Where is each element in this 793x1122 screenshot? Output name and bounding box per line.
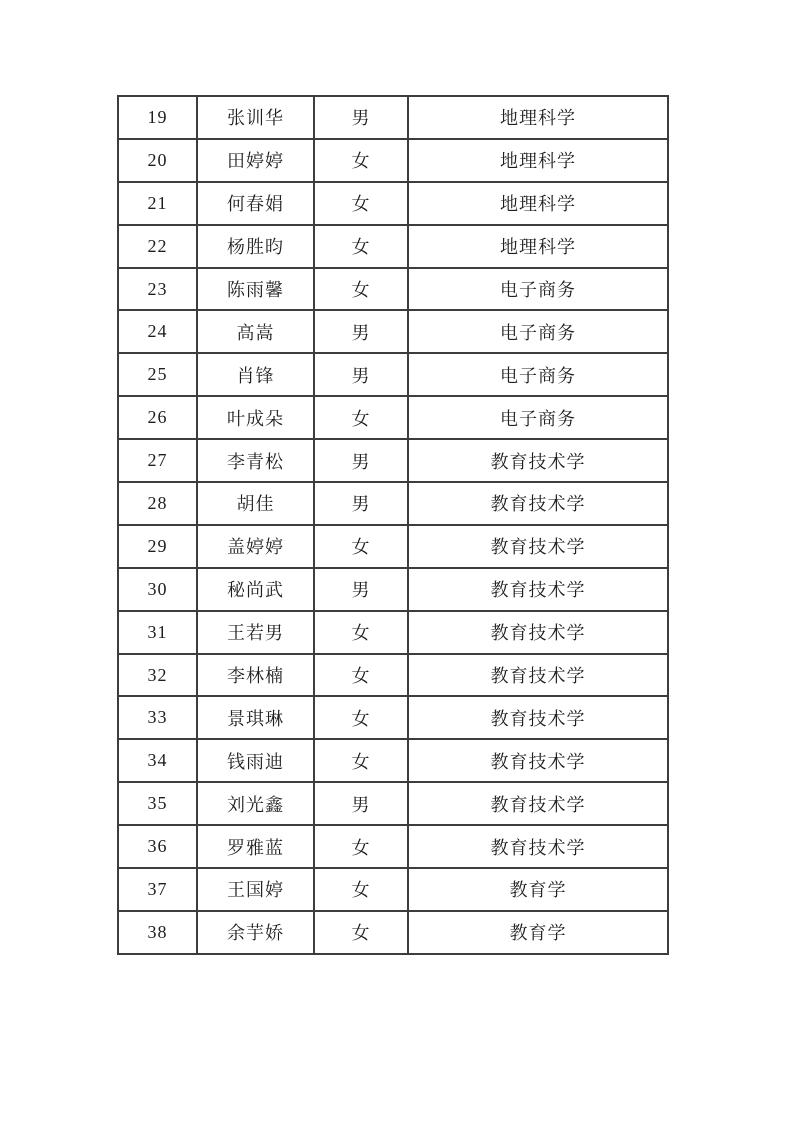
student-name-cell: 叶成朵 [197,396,314,439]
table-row [118,310,668,353]
student-name-cell: 钱雨迪 [197,739,314,782]
student-name-cell: 景琪琳 [197,696,314,739]
student-name-cell: 李青松 [197,439,314,482]
table-row [118,654,668,697]
gender-cell: 女 [314,396,408,439]
student-name-cell: 刘光鑫 [197,782,314,825]
row-number-cell: 33 [118,696,197,739]
major-cell: 教育技术学 [408,439,668,482]
major-cell: 地理科学 [408,182,668,225]
major-cell: 教育技术学 [408,739,668,782]
student-name-cell: 何春娟 [197,182,314,225]
major-cell: 教育技术学 [408,525,668,568]
table-row [118,439,668,482]
gender-cell: 男 [314,568,408,611]
gender-cell: 女 [314,911,408,954]
gender-cell: 男 [314,353,408,396]
student-name-cell: 盖婷婷 [197,525,314,568]
gender-cell: 女 [314,654,408,697]
table-row [118,268,668,311]
major-cell: 电子商务 [408,353,668,396]
student-name-cell: 肖锋 [197,353,314,396]
student-name-cell: 李林楠 [197,654,314,697]
table-row [118,782,668,825]
gender-cell: 男 [314,310,408,353]
row-number-cell: 30 [118,568,197,611]
table-row [118,96,668,139]
student-roster-table [117,95,669,955]
row-number-cell: 22 [118,225,197,268]
table-row [118,225,668,268]
major-cell: 地理科学 [408,139,668,182]
student-name-cell: 杨胜昀 [197,225,314,268]
gender-cell: 女 [314,268,408,311]
table-row [118,611,668,654]
student-name-cell: 罗雅蓝 [197,825,314,868]
student-name-cell: 王国婷 [197,868,314,911]
gender-cell: 女 [314,525,408,568]
gender-cell: 女 [314,739,408,782]
table-row [118,911,668,954]
gender-cell: 女 [314,868,408,911]
gender-cell: 女 [314,225,408,268]
row-number-cell: 20 [118,139,197,182]
row-number-cell: 37 [118,868,197,911]
row-number-cell: 28 [118,482,197,525]
gender-cell: 女 [314,139,408,182]
gender-cell: 男 [314,782,408,825]
major-cell: 电子商务 [408,310,668,353]
gender-cell: 女 [314,611,408,654]
row-number-cell: 21 [118,182,197,225]
student-name-cell: 余芋娇 [197,911,314,954]
row-number-cell: 19 [118,96,197,139]
gender-cell: 女 [314,825,408,868]
major-cell: 教育学 [408,868,668,911]
table-row [118,525,668,568]
gender-cell: 女 [314,182,408,225]
table-row [118,739,668,782]
table-row [118,825,668,868]
student-name-cell: 高嵩 [197,310,314,353]
major-cell: 教育技术学 [408,482,668,525]
major-cell: 教育技术学 [408,611,668,654]
table-row [118,139,668,182]
gender-cell: 男 [314,96,408,139]
row-number-cell: 36 [118,825,197,868]
table-row [118,868,668,911]
major-cell: 教育技术学 [408,782,668,825]
table-row [118,182,668,225]
table-row [118,353,668,396]
row-number-cell: 26 [118,396,197,439]
gender-cell: 男 [314,482,408,525]
major-cell: 地理科学 [408,96,668,139]
table-body [118,96,668,954]
student-name-cell: 胡佳 [197,482,314,525]
student-name-cell: 陈雨馨 [197,268,314,311]
major-cell: 电子商务 [408,268,668,311]
row-number-cell: 31 [118,611,197,654]
major-cell: 教育学 [408,911,668,954]
row-number-cell: 24 [118,310,197,353]
major-cell: 教育技术学 [408,825,668,868]
student-name-cell: 秘尚武 [197,568,314,611]
major-cell: 教育技术学 [408,568,668,611]
major-cell: 教育技术学 [408,654,668,697]
major-cell: 电子商务 [408,396,668,439]
student-name-cell: 王若男 [197,611,314,654]
row-number-cell: 32 [118,654,197,697]
table-row [118,482,668,525]
table-row [118,568,668,611]
student-name-cell: 张训华 [197,96,314,139]
row-number-cell: 35 [118,782,197,825]
table-row [118,396,668,439]
major-cell: 教育技术学 [408,696,668,739]
row-number-cell: 34 [118,739,197,782]
table-row [118,696,668,739]
gender-cell: 女 [314,696,408,739]
student-name-cell: 田婷婷 [197,139,314,182]
row-number-cell: 29 [118,525,197,568]
row-number-cell: 23 [118,268,197,311]
major-cell: 地理科学 [408,225,668,268]
gender-cell: 男 [314,439,408,482]
row-number-cell: 38 [118,911,197,954]
row-number-cell: 25 [118,353,197,396]
row-number-cell: 27 [118,439,197,482]
